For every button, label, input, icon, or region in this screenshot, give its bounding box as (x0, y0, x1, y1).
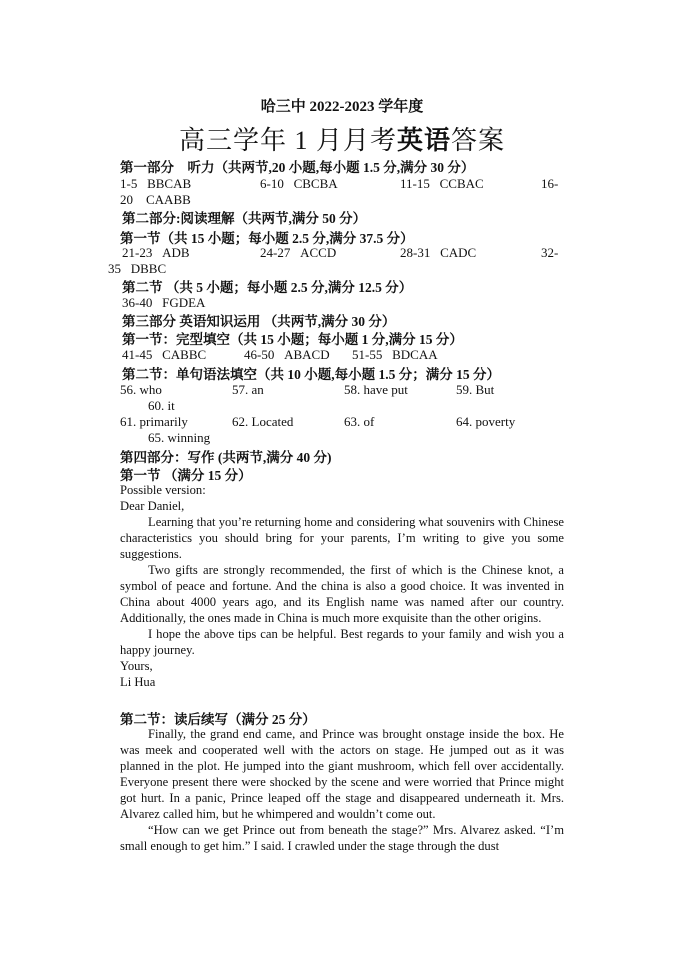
page-title (0, 120, 684, 157)
answer-group: 21-23 ADB (122, 245, 190, 260)
part1-heading: 第一部分 听力（共两节,20 小题,每小题 1.5 分,满分 30 分） (120, 160, 475, 175)
part3-sec1-heading: 第一节：完型填空（共 15 小题；每小题 1 分,满分 15 分） (122, 332, 463, 347)
answer-group: 51-55 BDCAA (352, 347, 438, 362)
answer-group: 6-10 CBCBA (260, 176, 338, 191)
part2-heading: 第二部分:阅读理解（共两节,满分 50 分） (122, 211, 367, 226)
continuation-writing (120, 726, 564, 854)
grammar-answer: 64. poverty (456, 414, 516, 429)
letter-paragraph: Two gifts are strongly recommended, the first of which is the Chinese knot, a symbol of peace and fortune. And the china is also a good choice. It was invented in China about 4000 years ago, and its English name was named after our country. Additionally, the ones made in China is much more exquisite than the other origins. (120, 563, 564, 625)
grammar-answer: 62. Located (232, 414, 294, 429)
answer-group: 32- (541, 245, 559, 260)
letter (120, 482, 564, 690)
letter-greeting: Dear Daniel, (120, 499, 185, 513)
title-prefix: 高三学年 1 月月考 (178, 126, 397, 155)
part2-sec1-heading: 第一节（共 15 小题；每小题 2.5 分,满分 37.5 分） (120, 231, 414, 246)
answer-group-wrap: 35 DBBC (108, 261, 167, 276)
answer-group: 41-45 CABBC (122, 347, 207, 362)
answer-group: 24-27 ACCD (260, 245, 337, 260)
possible-version-label: Possible version: (120, 483, 206, 497)
letter-paragraph: I hope the above tips can be helpful. Best regards to your family and wish you a happy journey. (120, 627, 564, 657)
letter-signature: Li Hua (120, 675, 156, 689)
part4-sec2-heading: 第二节：读后续写（满分 25 分） (120, 712, 316, 727)
part4-heading: 第四部分：写作 (共两节,满分 40 分) (120, 450, 332, 465)
grammar-answer: 59. But (456, 382, 495, 397)
grammar-answer: 56. who (120, 382, 162, 397)
grammar-answer: 60. it (148, 398, 175, 413)
answer-group: 16- (541, 176, 559, 191)
grammar-answer: 58. have put (344, 382, 408, 397)
answer-group: 36-40 FGDEA (122, 295, 206, 310)
title-subject: 英语 (396, 126, 451, 155)
school-year-line: 哈三中 2022-2023 学年度 (260, 99, 424, 115)
part2-sec2-heading: 第二节 （共 5 小题；每小题 2.5 分,满分 12.5 分） (122, 280, 413, 295)
continuation-paragraph: Finally, the grand end came, and Prince was brought onstage inside the box. He was meek and cooperated well with the actors on stage. He jumped out as it was planned in the plot. He jumped into the giant mushroom, which fell over accidentally. Everyone present there were shocked by the scene and were worried that Prince might got hurt. In a panic, Prince leaped off the stage and disappeared underneath it. Mrs. Alvarez called him, but he whimpered and wouldn’t come out. (120, 727, 564, 821)
answer-group: 1-5 BBCAB (120, 176, 192, 191)
answer-group-wrap: 20 CAABB (120, 192, 191, 207)
grammar-answer: 65. winning (148, 430, 211, 445)
answer-group: 11-15 CCBAC (400, 176, 484, 191)
letter-closing: Yours, (120, 659, 153, 673)
grammar-answer: 63. of (344, 414, 375, 429)
grammar-answer: 57. an (232, 382, 264, 397)
answer-group: 28-31 CADC (400, 245, 477, 260)
title-suffix: 答案 (451, 126, 506, 155)
part3-sec2-heading: 第二节：单句语法填空（共 10 小题,每小题 1.5 分；满分 15 分） (122, 367, 500, 382)
answer-group: 46-50 ABACD (244, 347, 330, 362)
continuation-paragraph: “How can we get Prince out from beneath the stage?” Mrs. Alvarez asked. “I’m small enough to get him.” I said. I crawled under the stage through the dust (120, 823, 564, 853)
letter-paragraph: Learning that you’re returning home and considering what souvenirs with Chinese characteristics you should bring for your parents, I’m writing to give you some suggestions. (120, 515, 564, 561)
grammar-answer: 61. primarily (120, 414, 188, 429)
part4-sec1-heading: 第一节 （满分 15 分） (120, 468, 252, 483)
part3-heading: 第三部分 英语知识运用 （共两节,满分 30 分） (122, 314, 396, 329)
